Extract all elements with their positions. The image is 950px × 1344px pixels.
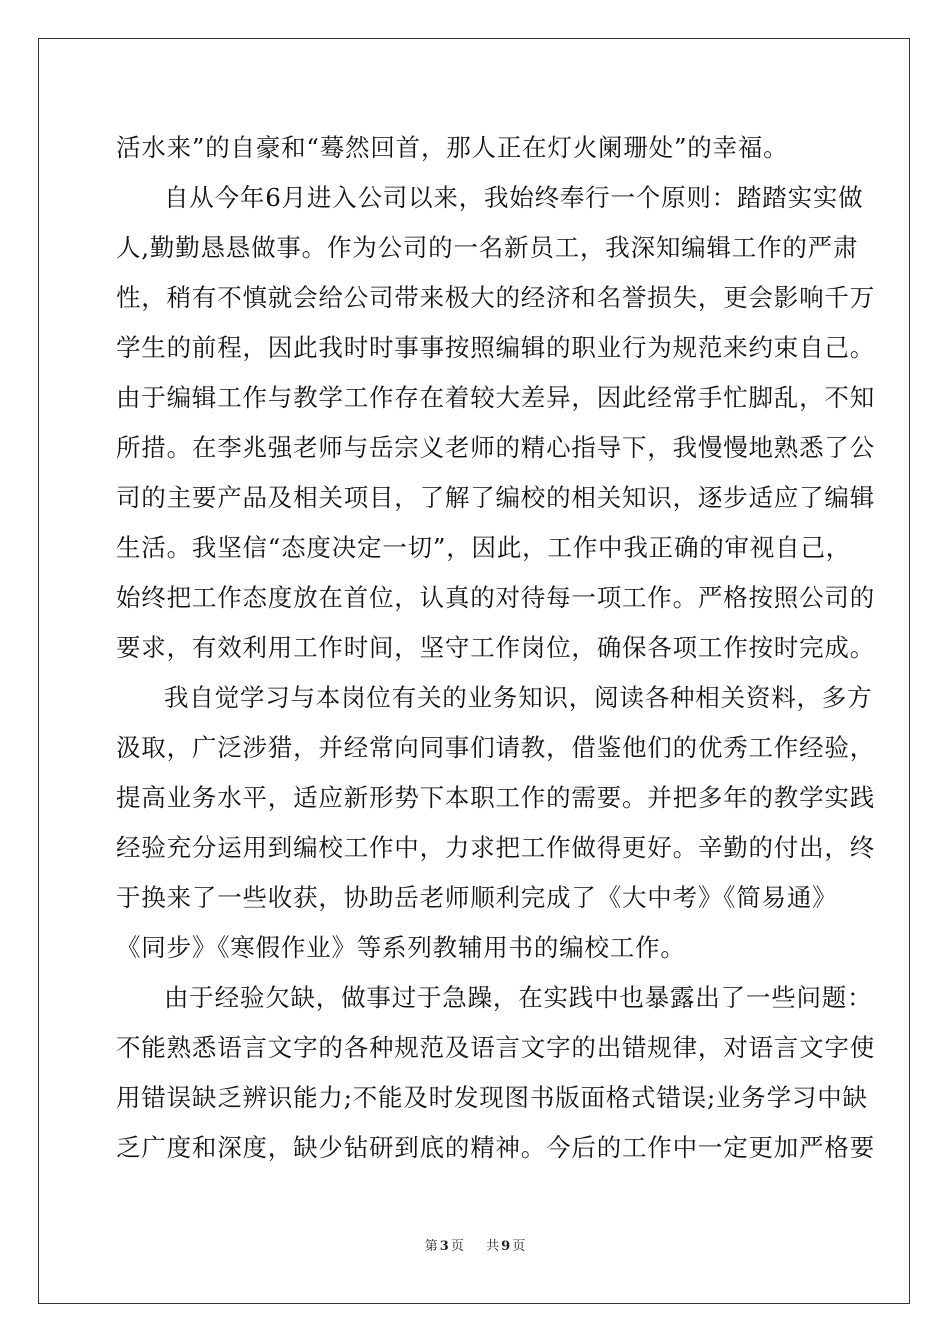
page-number: 第 3 页 (424, 1239, 464, 1254)
text-line: 我自觉学习与本岗位有关的业务知识，阅读各种相关资料，多方 (164, 683, 873, 712)
text-line: 《同步》《寒假作业》等系列教辅用书的编校工作。 (116, 933, 686, 962)
text-line: 由于编辑工作与教学工作存在着较大差异，因此经常手忙脚乱，不知 (116, 383, 875, 412)
text-line: 司的主要产品及相关项目，了解了编校的相关知识，逐步适应了编辑 (116, 483, 875, 512)
page-total: 共 9 页 (486, 1239, 526, 1254)
text-line: 自从今年6月进入公司以来，我始终奉行一个原则：踏踏实实做 (164, 183, 864, 212)
text-line: 活水来”的自豪和“蓦然回首，那人正在灯火阑珊处”的幸福。 (116, 133, 789, 162)
text-line: 由于经验欠缺，做事过于急躁，在实践中也暴露出了一些问题： (164, 983, 873, 1012)
text-line: 经验充分运用到编校工作中，力求把工作做得更好。辛勤的付出，终 (116, 833, 875, 862)
text-line: 性，稍有不慎就会给公司带来极大的经济和名誉损失，更会影响千万 (116, 283, 875, 312)
text-line: 不能熟悉语言文字的各种规范及语言文字的出错规律，对语言文字使 (116, 1033, 875, 1062)
page-footer (0, 1238, 950, 1256)
text-line: 用错误缺乏辨识能力;不能及时发现图书版面格式错误;业务学习中缺 (116, 1083, 868, 1112)
text-line: 学生的前程，因此我时时事事按照编辑的职业行为规范来约束自己。 (116, 333, 875, 362)
text-line: 要求，有效利用工作时间，坚守工作岗位，确保各项工作按时完成。 (116, 633, 875, 662)
text-line: 始终把工作态度放在首位，认真的对待每一项工作。严格按照公司的 (116, 583, 875, 612)
text-line: 所措。在李兆强老师与岳宗义老师的精心指导下，我慢慢地熟悉了公 (116, 433, 875, 462)
text-line: 于换来了一些收获，协助岳老师顺利完成了《大中考》《简易通》 (116, 883, 838, 912)
text-line: 生活。我坚信“态度决定一切”，因此，工作中我正确的审视自己， (116, 533, 852, 562)
text-line: 提高业务水平，适应新形势下本职工作的需要。并把多年的教学实践 (116, 783, 875, 812)
text-line: 人,勤勤恳恳做事。作为公司的一名新员工，我深知编辑工作的严肃 (116, 233, 859, 262)
text-line: 乏广度和深度，缺少钻研到底的精神。今后的工作中一定更加严格要 (116, 1133, 875, 1162)
text-line: 汲取，广泛涉猎，并经常向同事们请教，借鉴他们的优秀工作经验， (116, 733, 875, 762)
